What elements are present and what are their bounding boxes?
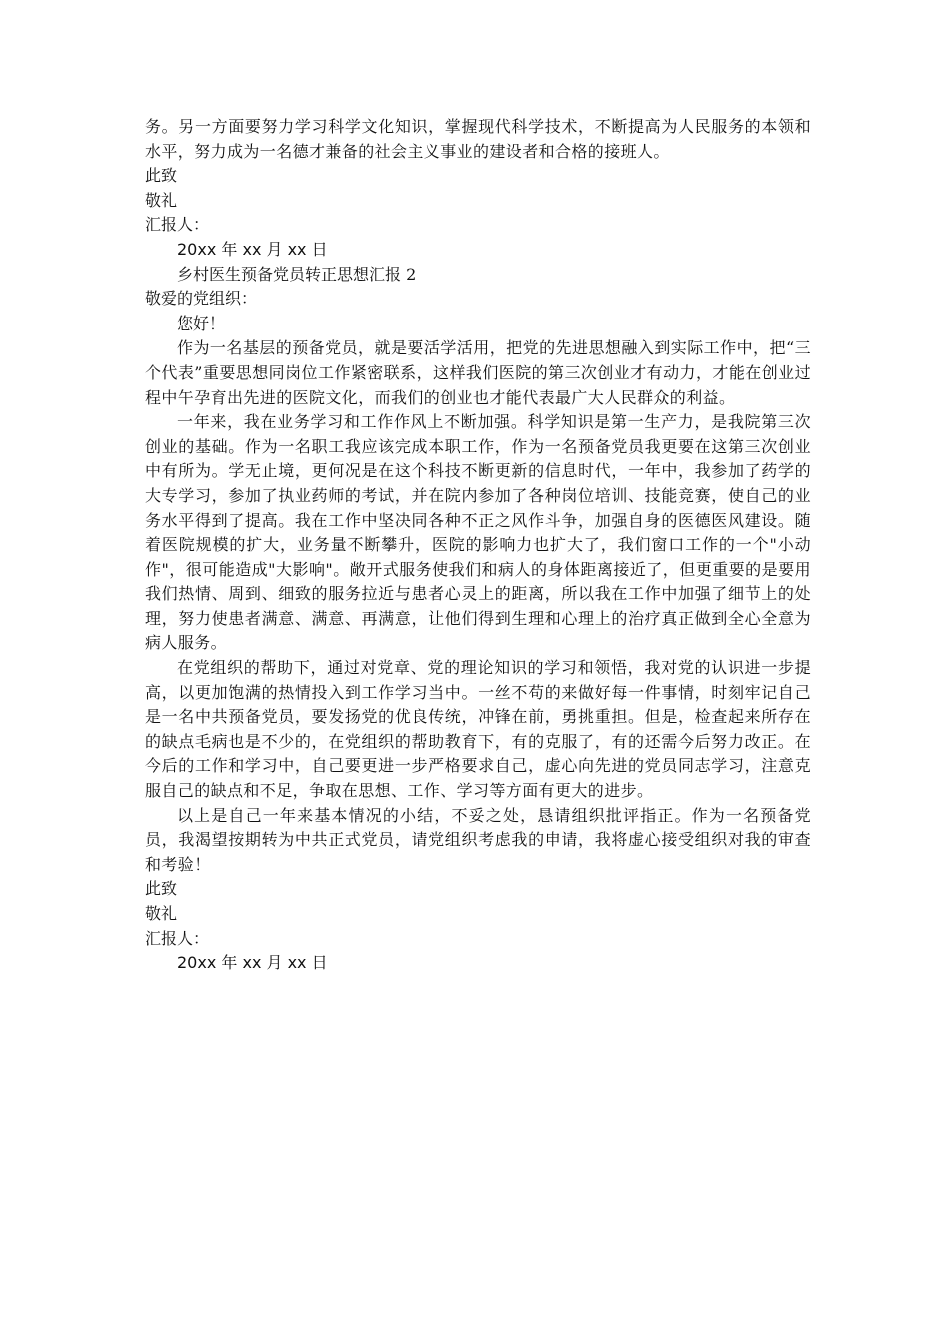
salutation: 敬爱的党组织： [145,289,258,309]
report-date: 20xx 年 xx 月 xx 日 [177,239,328,259]
reporter-label: 汇报人： [145,928,210,948]
closing-line-2: 敬礼 [145,904,178,923]
report-title: 乡村医生预备党员转正思想汇报 2 [177,264,417,284]
document-page [145,115,811,976]
greeting: 您好！ [177,313,226,333]
closing-line-2: 敬礼 [145,190,178,210]
body-paragraph: 作为一名基层的预备党员，就是要活学活用，把党的先进思想融入到实际工作中，把“三个代表”重要思想同岗位工作紧密联系，这样我们医院的第三次创业才有动力，才能在创业过程中午孕育出先进的医院文化，而我们的创业也才能代表最广大人民群众的利益。 [145,338,811,407]
body-paragraph: 在党组织的帮助下，通过对党章、党的理论知识的学习和领悟，我对党的认识进一步提高，以更加饱满的热情投入到工作学习当中。一丝不苟的来做好每一件事情，时刻牢记自己是一名中共预备党员，要发扬党的优良传统，冲锋在前，勇挑重担。但是，检查起来所存在的缺点毛病也是不少的，在党组织的帮助教育下，有的克服了，有的还需今后努力改正。在今后的工作和学习中，自己要更进一步严格要求自己，虚心向先进的党员同志学习，注意克服自己的缺点和不足，争取在思想、工作、学习等方面有更大的进步。 [145,658,811,801]
reporter-label: 汇报人： [145,215,210,235]
body-paragraph: 一年来，我在业务学习和工作作风上不断加强。科学知识是第一生产力，是我院第三次创业的基础。作为一名职工我应该完成本职工作，作为一名预备党员我更要在这第三次创业中有所为。学无止境，更何况是在这个科技不断更新的信息时代，一年中，我参加了药学的大专学习，参加了执业药师的考试，并在院内参加了各种岗位培训、技能竞赛，使自己的业务水平得到了提高。我在工作中坚决同各种不正之风作斗争，加强自身的医德医风建设。随着医院规模的扩大，业务量不断攀升，医院的影响力也扩大了，我们窗口工作的一个"小动作"，很可能造成"大影响"。敞开式服务使我们和病人的身体距离接近了，但更重要的是要用我们热情、周到、细致的服务拉近与患者心灵上的距离，所以我在工作中加强了细节上的处理，努力使患者满意、满意、再满意，让他们得到生理和心理上的治疗真正做到全心全意为病人服务。 [145,412,811,653]
body-paragraph: 以上是自己一年来基本情况的小结，不妥之处，恳请组织批评指正。作为一名预备党员，我渴望按期转为中共正式党员，请党组织考虑我的申请，我将虚心接受组织对我的审查和考验！ [145,805,811,874]
closing-line-1: 此致 [145,166,178,186]
continued-paragraph: 务。另一方面要努力学习科学文化知识，掌握现代科学技术，不断提高为人民服务的本领和水平，努力成为一名德才兼备的社会主义事业的建设者和合格的接班人。 [145,117,811,161]
closing-line-1: 此致 [145,879,178,899]
report-date: 20xx 年 xx 月 xx 日 [177,953,328,973]
